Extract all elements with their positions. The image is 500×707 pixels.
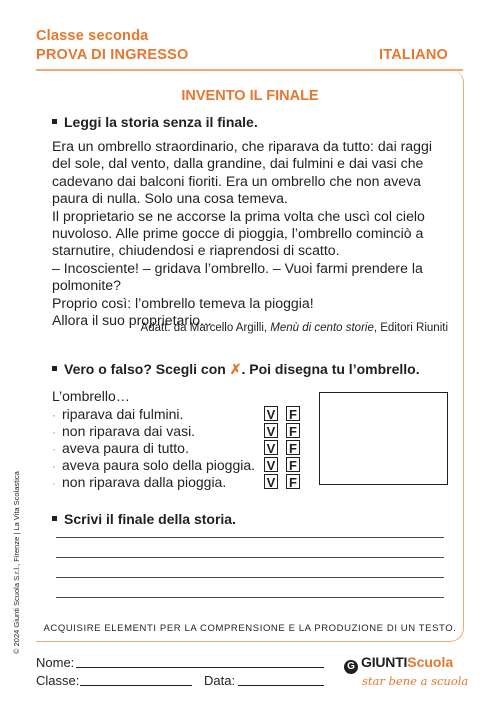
class-field[interactable] [80, 685, 192, 686]
statement-text: aveva paura di tutto. [62, 440, 189, 456]
writing-line[interactable] [56, 537, 444, 538]
false-checkbox[interactable]: F [286, 474, 300, 489]
logo-brand: GIUNTI [361, 654, 408, 670]
true-checkbox[interactable]: V [264, 406, 278, 421]
writing-line[interactable] [56, 597, 444, 598]
bullet-square-icon [52, 119, 57, 124]
bullet-dot-icon: · [52, 442, 56, 456]
true-checkbox[interactable]: V [264, 474, 278, 489]
credit-book-title: Menù di cento storie [270, 322, 374, 334]
grade-label: Classe seconda [36, 28, 149, 44]
bullet-square-icon [52, 366, 57, 371]
statements-lead: L’ombrello… [52, 388, 130, 404]
statement-row [52, 474, 226, 490]
heading-part-a: Vero o falso? Scegli con [64, 361, 230, 377]
writing-line[interactable] [56, 577, 444, 578]
publisher-logo [344, 654, 453, 674]
story-line: starnutire, chiudendosi e riaprendosi di scatto. [52, 242, 340, 259]
name-field[interactable] [76, 667, 324, 668]
statement-row [52, 406, 183, 422]
section-write-heading-text: Scrivi il finale della storia. [64, 511, 236, 527]
logo-brand-secondary: Scuola [407, 654, 454, 670]
false-checkbox[interactable]: F [286, 457, 300, 472]
heading-part-b: . Poi disegna tu l’ombrello. [241, 361, 420, 377]
bullet-dot-icon: · [52, 408, 56, 422]
story-line: – Incosciente! – gridava l’ombrello. – Vuoi farmi prendere la [52, 259, 423, 276]
true-checkbox[interactable]: V [264, 423, 278, 438]
statement-text: riparava dai fulmini. [62, 406, 184, 422]
logo-tagline: star bene a scuola [362, 674, 469, 688]
drawing-box[interactable] [319, 392, 448, 485]
class-label: Classe: [36, 673, 80, 688]
credit-suffix: , Editori Riuniti [373, 322, 448, 334]
objective-note: ACQUISIRE ELEMENTI PER LA COMPRENSIONE E LA PRODUZIONE DI UN TESTO. [43, 623, 457, 634]
section-true-false-heading [52, 361, 420, 378]
bullet-dot-icon: · [52, 425, 56, 439]
subject-label: ITALIANO [379, 47, 448, 63]
false-checkbox[interactable]: F [286, 406, 300, 421]
statement-row [52, 423, 195, 439]
section-read-heading [52, 114, 258, 130]
bullet-square-icon [52, 516, 57, 521]
statement-row [52, 440, 189, 456]
statement-text: aveva paura solo della pioggia. [62, 457, 256, 473]
giunti-logo-icon: G [344, 660, 358, 674]
false-checkbox[interactable]: F [286, 423, 300, 438]
writing-line[interactable] [56, 557, 444, 558]
story-line: nuvoloso. Alle prime gocce di pioggia, l’ombrello cominciò a [52, 225, 424, 242]
name-label: Nome: [36, 655, 75, 670]
story-line: del sole, dal vento, dalla grandine, dai fulmini e dai vasi che [52, 155, 424, 172]
cross-mark-icon: ✗ [229, 361, 242, 377]
section-read-heading-text: Leggi la storia senza il finale. [64, 114, 258, 130]
story-text [52, 138, 456, 329]
story-line: paura di nulla. Solo una cosa temeva. [52, 190, 288, 207]
true-checkbox[interactable]: V [264, 440, 278, 455]
story-line: polmonite? [52, 277, 121, 294]
story-line: Proprio così: l’ombrello temeva la pioggia! [52, 294, 314, 311]
copyright-text: © 2024 Giunti Scuola S.r.l., Firenze | La Vita Scolastica [12, 471, 21, 654]
statement-text: non riparava dai vasi. [62, 423, 196, 439]
true-checkbox[interactable]: V [264, 457, 278, 472]
story-line: Allora il suo proprietario... [52, 312, 212, 329]
section-write-heading [52, 511, 236, 527]
test-type-label: PROVA DI INGRESSO [36, 47, 189, 63]
bullet-dot-icon: · [52, 459, 56, 473]
story-line: Il proprietario se ne accorse la prima volta che uscì col cielo [52, 207, 425, 224]
story-credit [141, 322, 448, 334]
false-checkbox[interactable]: F [286, 440, 300, 455]
date-field[interactable] [238, 685, 324, 686]
credit-prefix: Adatt. da Marcello Argilli, [140, 322, 271, 334]
story-line: Era un ombrello straordinario, che riparava da tutto: dai raggi [52, 138, 432, 154]
story-line: cadevano dai balconi fioriti. Era un ombrello che non aveva [52, 172, 422, 189]
statement-text: non riparava dalla pioggia. [62, 474, 227, 490]
statement-row [52, 457, 255, 473]
date-label: Data: [204, 673, 236, 688]
bullet-dot-icon: · [52, 476, 56, 490]
page-title: INVENTO IL FINALE [181, 88, 319, 104]
